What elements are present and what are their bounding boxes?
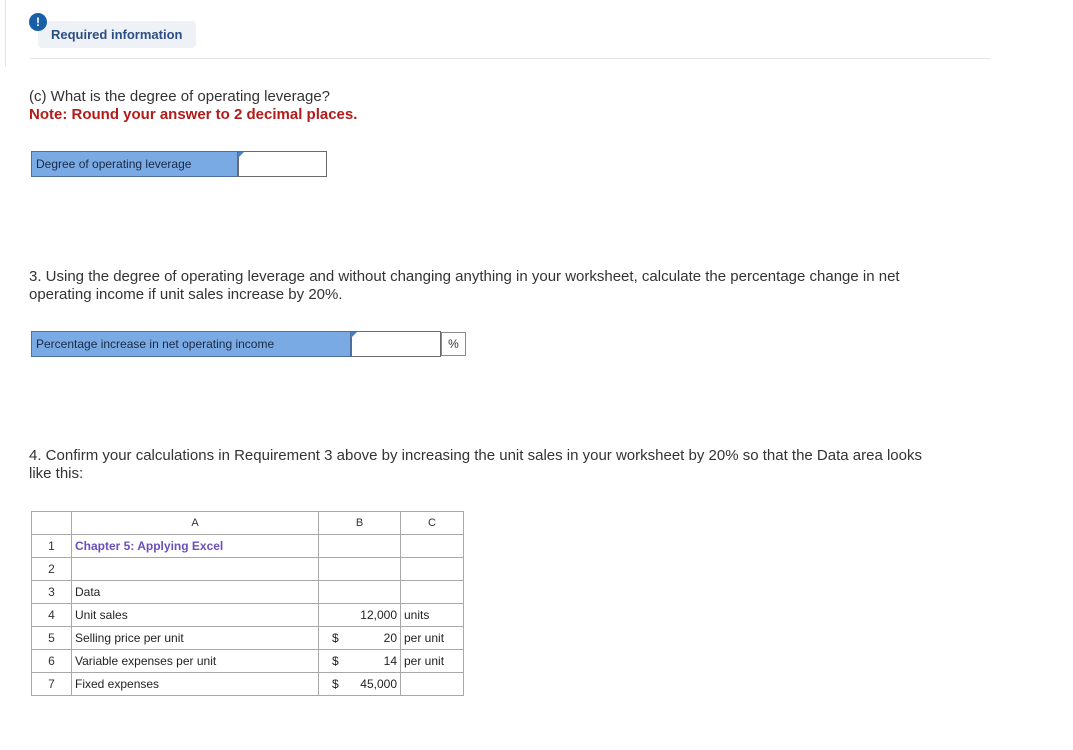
header-divider [30,58,990,59]
cell-b [319,558,401,581]
table-row [32,535,464,558]
cell-c [401,673,464,696]
corner-cell [32,512,72,535]
row-number: 5 [32,627,72,650]
cell-b [319,673,401,696]
cell-a: Data [72,581,319,604]
row-number: 2 [32,558,72,581]
table-row [32,650,464,673]
dol-input[interactable] [238,151,327,177]
row-number: 4 [32,604,72,627]
cell-c: units [401,604,464,627]
cell-c: per unit [401,650,464,673]
cell-b [319,604,401,627]
cell-value: 45,000 [360,677,397,691]
table-row [32,558,464,581]
cell-a: Variable expenses per unit [72,650,319,673]
pct-increase-label: Percentage increase in net operating income [31,331,351,357]
required-info-label: Required information [51,27,183,42]
table-row [32,581,464,604]
table-row [32,604,464,627]
question-4-line2: like this: [29,465,84,482]
col-header-c: C [401,512,464,535]
dollar-sign: $ [332,631,339,645]
table-row [32,627,464,650]
alert-icon: ! [29,13,47,31]
row-number: 6 [32,650,72,673]
chapter-title-cell: Chapter 5: Applying Excel [72,535,319,558]
input-corner-marker [238,152,244,158]
percent-unit: % [441,332,466,356]
cell-value: 14 [383,654,397,668]
cell-b [319,535,401,558]
cell-b [319,581,401,604]
cell-c [401,581,464,604]
left-divider [5,0,6,66]
cell-b [319,650,401,673]
pct-increase-input[interactable] [351,331,441,357]
rounding-note: Note: Round your answer to 2 decimal places. [29,106,358,123]
cell-c: per unit [401,627,464,650]
column-header-row [32,512,464,535]
cell-a: Selling price per unit [72,627,319,650]
dol-label: Degree of operating leverage [31,151,238,177]
cell-a: Unit sales [72,604,319,627]
cell-c [401,535,464,558]
question-3-line1: 3. Using the degree of operating leverage and without changing anything in your worksheet, calculate the percentage change in net [29,268,900,285]
data-spreadsheet [31,511,464,696]
input-corner-marker [351,332,357,338]
row-number: 3 [32,581,72,604]
question-3-line2: operating income if unit sales increase by 20%. [29,286,343,303]
cell-value: 20 [383,631,397,645]
col-header-a: A [72,512,319,535]
cell-a [72,558,319,581]
row-number: 7 [32,673,72,696]
row-number: 1 [32,535,72,558]
dollar-sign: $ [332,654,339,668]
cell-b [319,627,401,650]
question-4-line1: 4. Confirm your calculations in Requirement 3 above by increasing the unit sales in your worksheet by 20% so that the Data area looks [29,447,922,464]
dollar-sign: $ [332,677,339,691]
cell-value: 12,000 [360,608,397,622]
cell-a: Fixed expenses [72,673,319,696]
table-row [32,673,464,696]
col-header-b: B [319,512,401,535]
question-c: (c) What is the degree of operating leverage? [29,88,331,105]
cell-c [401,558,464,581]
